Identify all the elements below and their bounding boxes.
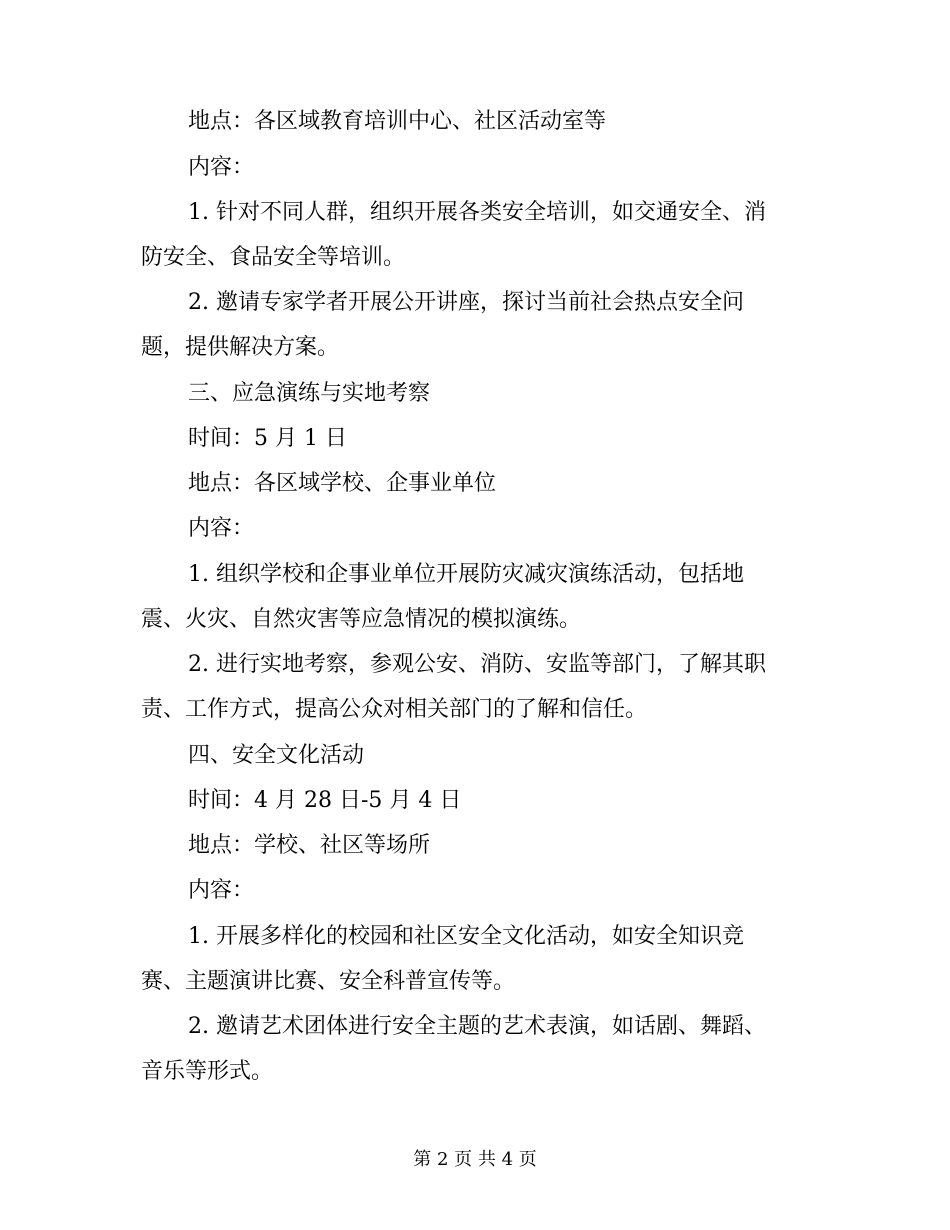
time-line: 时间：5 月 1 日 <box>188 426 347 451</box>
section-heading: 四、安全文化活动 <box>188 743 365 768</box>
paragraph-line: 题，提供解决方案。 <box>141 335 340 360</box>
paragraph-line: 1. 针对不同人群，组织开展各类安全培训，如交通安全、消 <box>188 200 766 225</box>
paragraph-line: 防安全、食品安全等培训。 <box>141 245 406 270</box>
time-line: 时间：4 月 28 日-5 月 4 日 <box>188 788 462 813</box>
paragraph-line: 震、火灾、自然灾害等应急情况的模拟演练。 <box>141 607 582 632</box>
page-number-footer: 第 2 页 共 4 页 <box>413 1149 537 1170</box>
paragraph-line: 赛、主题演讲比赛、安全科普宣传等。 <box>141 969 516 994</box>
paragraph-line: 2. 邀请艺术团体进行安全主题的艺术表演，如话剧、舞蹈、 <box>188 1014 766 1039</box>
content-label: 内容： <box>188 878 255 903</box>
paragraph-line: 责、工作方式，提高公众对相关部门的了解和信任。 <box>141 697 648 722</box>
content-label: 内容： <box>188 155 255 180</box>
venue-line: 地点：学校、社区等场所 <box>188 833 431 858</box>
section-heading: 三、应急演练与实地考察 <box>188 381 431 406</box>
venue-line: 地点：各区域学校、企事业单位 <box>188 471 497 496</box>
paragraph-line: 1. 开展多样化的校园和社区安全文化活动，如安全知识竞 <box>188 924 744 949</box>
content-label: 内容： <box>188 516 255 541</box>
paragraph-line: 音乐等形式。 <box>141 1059 274 1084</box>
paragraph-line: 2. 邀请专家学者开展公开讲座，探讨当前社会热点安全问 <box>188 290 744 315</box>
paragraph-line: 1. 组织学校和企事业单位开展防灾减灾演练活动，包括地 <box>188 562 744 587</box>
venue-line: 地点：各区域教育培训中心、社区活动室等 <box>188 109 607 134</box>
paragraph-line: 2. 进行实地考察，参观公安、消防、安监等部门，了解其职 <box>188 652 766 677</box>
